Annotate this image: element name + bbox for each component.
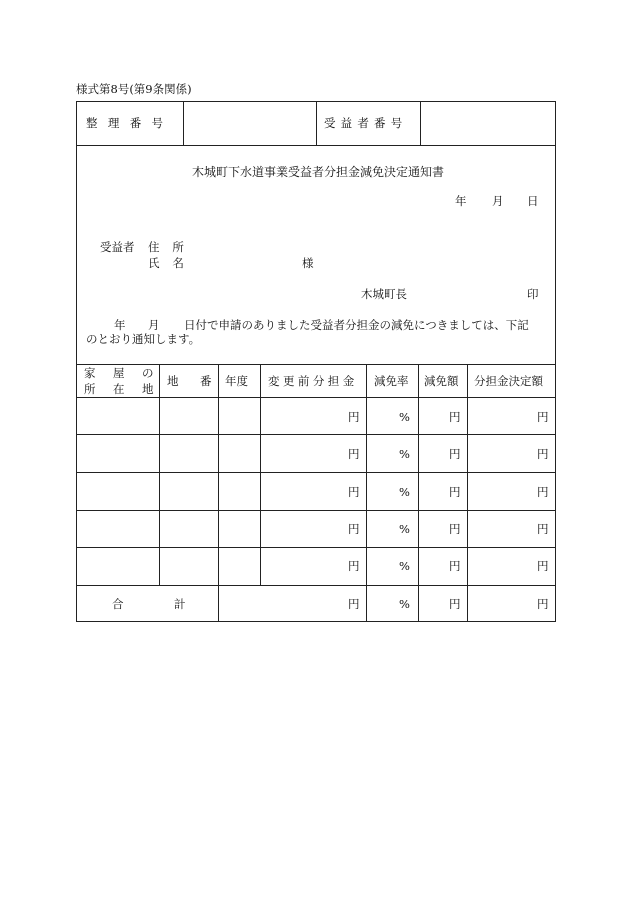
header-reduction-amount: 減免額 [424,374,459,388]
header-fiscal-year: 年度 [225,374,248,388]
yen-unit: 円 [348,410,360,424]
yen-unit: 円 [348,522,360,536]
form-number-label: 様式第8号(第9条関係) [76,82,192,96]
total-label-2: 計 [174,597,186,611]
yen-unit: 円 [348,485,360,499]
yen-unit: 円 [449,410,461,424]
yen-unit: 円 [537,410,549,424]
recipient-honorific: 様 [302,256,314,270]
recipient-role: 受益者 [100,240,135,254]
percent-unit: % [399,597,410,611]
yen-unit: 円 [348,447,360,461]
message-line-2: のとおり通知します。 [86,332,201,346]
yen-unit: 円 [449,485,461,499]
yen-unit: 円 [348,559,360,573]
jueki-number-label: 受益者番号 [324,116,408,130]
yen-unit: 円 [449,447,461,461]
header-amount-before: 変更前分担金 [268,374,358,388]
percent-unit: % [399,522,410,536]
yen-unit: 円 [537,559,549,573]
message-line-1: 日付で申請のありました受益者分担金の減免につきましては、下記 [184,318,529,332]
issuer-name: 木城町長 [361,287,407,301]
message-year: 年 [114,318,126,332]
yen-unit: 円 [449,597,461,611]
yen-unit: 円 [449,559,461,573]
date-day: 日 [527,194,539,208]
date-year: 年 [455,194,467,208]
yen-unit: 円 [537,485,549,499]
yen-unit: 円 [537,597,549,611]
total-label-1: 合 [112,597,124,611]
percent-unit: % [399,485,410,499]
yen-unit: 円 [537,447,549,461]
seiri-number-label: 整理番号 [86,116,174,130]
document-title: 木城町下水道事業受益者分担金減免決定通知書 [192,165,445,179]
message-month: 月 [148,318,160,332]
recipient-name-label: 氏 名 [148,256,189,270]
yen-unit: 円 [537,522,549,536]
yen-unit: 円 [449,522,461,536]
yen-unit: 円 [348,597,360,611]
percent-unit: % [399,447,410,461]
date-month: 月 [492,194,504,208]
recipient-address-label: 住 所 [148,240,189,254]
seal-mark: 印 [527,287,539,301]
percent-unit: % [399,559,410,573]
header-reduction-rate: 減免率 [374,374,409,388]
header-decided-amount: 分担金決定額 [474,374,543,388]
percent-unit: % [399,410,410,424]
